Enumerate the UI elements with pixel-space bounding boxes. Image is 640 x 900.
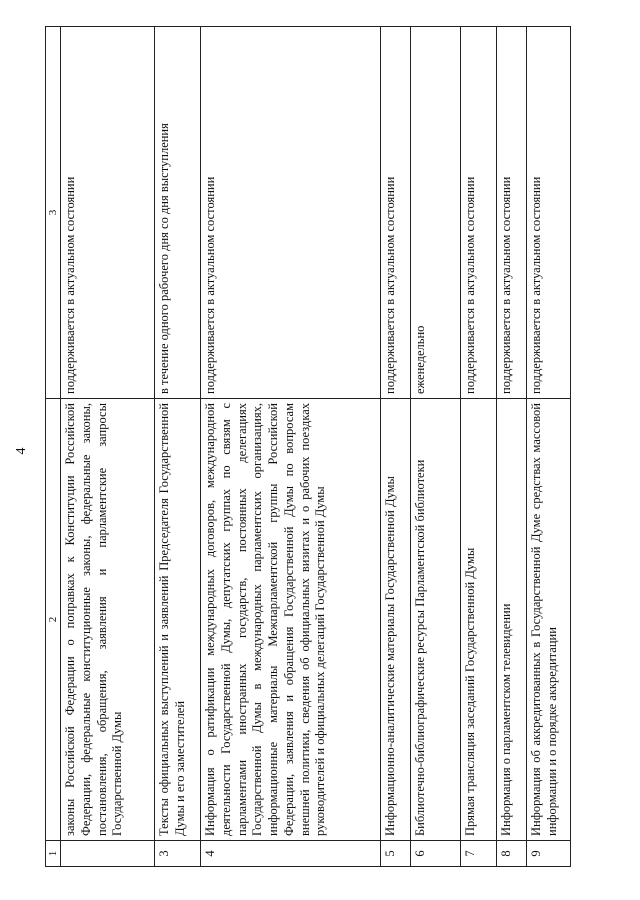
table-header-row xyxy=(46,27,61,867)
info-cell: законы Российской Федерации о поправках к Конституции Российской Федерации, федеральные конституционные законы, федеральные законы, постановления, обращения, заявления и парламентские запросы Государственной Думы xyxy=(61,399,155,841)
table-row xyxy=(155,27,201,867)
period-cell: поддерживается в актуальном состоянии xyxy=(381,27,411,399)
info-cell: Информация об аккредитованных в Государственной Думе средствах массовой информации и о порядке аккредитации xyxy=(527,399,571,841)
info-cell: Библиотечно-библиографические ресурсы Парламентской библиотеки xyxy=(411,399,461,841)
table-row xyxy=(461,27,497,867)
period-cell: поддерживается в актуальном состоянии xyxy=(527,27,571,399)
period-cell: в течение одного рабочего дня со дня выступления xyxy=(155,27,201,399)
row-number xyxy=(61,841,155,867)
table-row xyxy=(527,27,571,867)
row-number: 5 xyxy=(381,841,411,867)
info-cell: Информация о ратификации международных договоров, международной деятельности Государственной Думы, депутатских группах по связям с парламентами иностранных государств, постоянных делегациях Государственной Думы в международных парламентских организациях, информационные материалы Межпарламентской группы Российской Федерации, заявления и обращения Государственной Думы по вопросам внешней политики, сведения об официальных визитах и о рабочих поездках руководителей и официальных делегаций Государственной Думы xyxy=(201,399,381,841)
info-cell: Информация о парламентском телевидении xyxy=(497,399,527,841)
period-cell: еженедельно xyxy=(411,27,461,399)
period-cell: поддерживается в актуальном состоянии xyxy=(201,27,381,399)
table-row xyxy=(411,27,461,867)
table-row xyxy=(497,27,527,867)
table-row xyxy=(61,27,155,867)
period-cell: поддерживается в актуальном состоянии xyxy=(461,27,497,399)
info-cell: Тексты официальных выступлений и заявлений Председателя Государственной Думы и его заместителей xyxy=(155,399,201,841)
column-header: 2 xyxy=(46,399,61,841)
info-cell: Информационно-аналитические материалы Государственной Думы xyxy=(381,399,411,841)
period-cell: поддерживается в актуальном состоянии xyxy=(497,27,527,399)
info-cell: Прямая трансляция заседаний Государственной Думы xyxy=(461,399,497,841)
row-number: 6 xyxy=(411,841,461,867)
table-row xyxy=(201,27,381,867)
row-number: 8 xyxy=(497,841,527,867)
period-cell: поддерживается в актуальном состоянии xyxy=(61,27,155,399)
column-header: 1 xyxy=(46,841,61,867)
rotated-page xyxy=(45,27,635,867)
row-number: 7 xyxy=(461,841,497,867)
row-number: 3 xyxy=(155,841,201,867)
row-number: 4 xyxy=(201,841,381,867)
column-header: 3 xyxy=(46,27,61,399)
row-number: 9 xyxy=(527,841,571,867)
page-number: 4 xyxy=(14,447,29,455)
table-row xyxy=(381,27,411,867)
information-table xyxy=(45,26,571,867)
